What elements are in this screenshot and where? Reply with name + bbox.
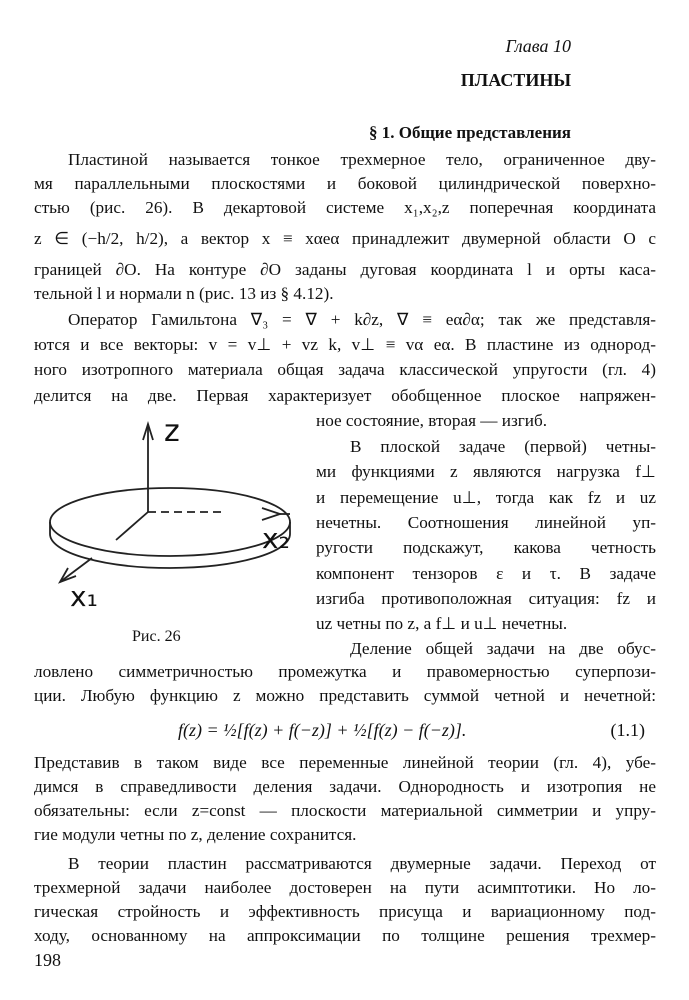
chapter-heading: Глава 10: [505, 36, 571, 56]
x1-axis-hidden: [116, 512, 148, 540]
page-number: 198: [34, 950, 61, 970]
section-title: § 1. Общие представления: [368, 123, 571, 142]
paragraph2-line: ются и все векторы: v = v⊥ + vz k, v⊥ ≡ vα eα. В пластине из однород-: [34, 335, 656, 354]
paragraph1-line: границей ∂O. На контуре ∂O заданы дуговая координата l и орты каса-: [34, 260, 656, 279]
paragraph2-line: Оператор Гамильтона ∇₃ = ∇ + k∂z, ∇ ≡ eα∂α; так же представля-: [68, 310, 656, 329]
paragraph6-line: гическая стройность и эффективность присуща и вариационному под-: [34, 902, 656, 921]
chapter-title: ПЛАСТИНЫ: [460, 70, 571, 90]
paragraph5-line: димся в справедливости деления задачи. Однородность и изотропия не: [34, 777, 656, 796]
paragraph3-line: В плоской задаче (первой) четны-: [350, 437, 656, 456]
paragraph5-line: гие модули четны по z, деление сохранится.: [34, 825, 357, 844]
paragraph3-line: компонент тензоров ε и τ. В задаче: [316, 564, 656, 583]
paragraph3-line: uz четны по z, а f⊥ и u⊥ нечетны.: [316, 614, 568, 633]
plate-top: [50, 488, 290, 556]
plate-side: [50, 522, 290, 568]
paragraph3-line: изгиба противоположная ситуация: fz и: [316, 589, 656, 608]
paragraph6-line: В теории пластин рассматриваются двумерные задачи. Переход от: [68, 854, 656, 873]
figure-label-z: z: [164, 414, 180, 449]
paragraph3-line: нечетны. Соотношения линейной уп-: [316, 513, 656, 532]
paragraph2-line: ного изотропного материала общая задача классической упругости (гл. 4): [34, 360, 656, 379]
figure-caption: Рис. 26: [132, 628, 181, 645]
paragraph6-line: ходу, основанному на аппроксимации по толщине решения трехмер-: [34, 926, 656, 945]
paragraph6-line: трехмерной задачи наиболее достоверен на пути асимптотики. Но ло-: [34, 878, 656, 897]
equation-number: (1.1): [610, 720, 645, 740]
x1-axis-line: [60, 558, 92, 582]
paragraph1-line: стью (рис. 26). В декартовой системе x₁,x₂,z поперечная координата: [34, 198, 656, 217]
paragraph4-line: ции. Любую функцию z можно представить суммой четной и нечетной:: [34, 686, 656, 705]
paragraph3-line: и перемещение u⊥, тогда как fz и uz: [316, 488, 656, 507]
x2-axis-arrow: [262, 508, 280, 520]
paragraph1-line: мя параллельными плоскостями и боковой цилиндрической поверхно-: [34, 174, 656, 193]
paragraph3-line: ругости подскажут, какова четность: [316, 538, 656, 557]
figure-label-x2: x₂: [262, 522, 290, 555]
paragraph4-line: ловлено симметричностью промежутка и правомерностью суперпози-: [34, 662, 656, 681]
paragraph5-line: Представив в таком виде все переменные линейной теории (гл. 4), убе-: [34, 753, 656, 772]
paragraph3-line: ми функциями z являются нагрузка f⊥: [316, 462, 656, 481]
paragraph1-line: z ∈ (−h/2, h/2), а вектор x ≡ xαeα принадлежит двумерной области O с: [34, 229, 656, 248]
paragraph2-line: делится на две. Первая характеризует обобщенное плоское напряжен-: [34, 386, 656, 405]
paragraph1-line: тельной l и нормали n (рис. 13 из § 4.12).: [34, 284, 334, 303]
paragraph2-line: ное состояние, вторая — изгиб.: [316, 411, 548, 430]
figure-label-x1: x₁: [70, 580, 98, 613]
paragraph4-line: Деление общей задачи на две обус-: [350, 639, 656, 658]
paragraph1-line: Пластиной называется тонкое трехмерное тело, ограниченное дву-: [68, 150, 656, 169]
paragraph5-line: обязательны: если z=const — плоскости материальной симметрии и упру-: [34, 801, 656, 820]
equation-1-1: f(z) = ½[f(z) + f(−z)] + ½[f(z) − f(−z)].: [178, 720, 467, 740]
